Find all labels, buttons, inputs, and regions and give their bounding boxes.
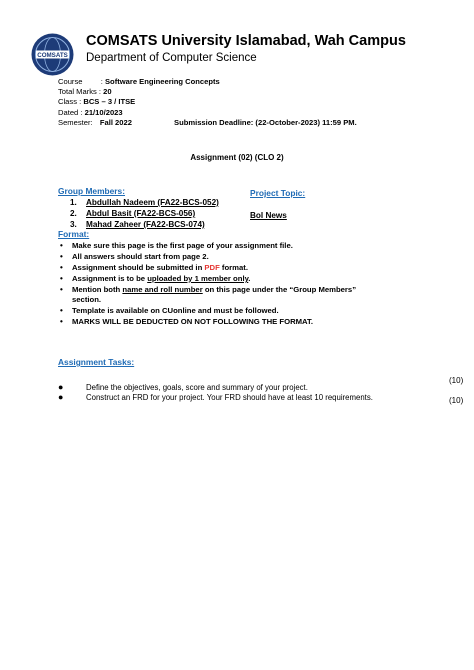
- member-name: Abdullah Nadeem (FA22-BCS-052): [86, 198, 219, 207]
- member-num: 3.: [70, 220, 77, 229]
- bullet-icon: •: [60, 252, 63, 261]
- bullet-icon: ●: [58, 392, 64, 402]
- format-item: • Assignment is to be uploaded by 1 member only.: [60, 274, 251, 283]
- bullet-icon: •: [60, 241, 63, 250]
- member-num: 1.: [70, 198, 77, 207]
- class-line: [58, 97, 135, 106]
- format-heading: Format:: [58, 229, 90, 239]
- member-num: 2.: [70, 209, 77, 218]
- group-members-heading: Group Members:: [58, 186, 126, 196]
- department-name: Department of Computer Science: [86, 52, 257, 64]
- bullet-icon: •: [60, 285, 63, 294]
- semester-value: Fall 2022: [99, 118, 132, 127]
- logo-text: COMSATS: [37, 52, 68, 59]
- member-item: [70, 209, 195, 218]
- project-topic-value: Bol News: [250, 211, 287, 220]
- bullet-icon: •: [60, 317, 63, 326]
- task-marks: (10): [449, 396, 464, 405]
- format-item: • All answers should start from page 2.: [60, 252, 209, 261]
- member-item: [70, 220, 205, 229]
- submission-deadline: Submission Deadline: (22-October-2023) 11:59 PM.: [174, 118, 357, 127]
- project-topic-heading: Project Topic:: [250, 188, 306, 198]
- task-item: ● Define the objectives, goals, score and summary of your project.: [58, 382, 308, 392]
- dated-value: 21/10/2023: [84, 108, 123, 117]
- bullet-icon: •: [60, 274, 63, 283]
- pdf-highlight: PDF: [204, 263, 220, 272]
- format-item-continuation: section.: [72, 295, 102, 304]
- total-marks-value: 20: [103, 87, 112, 96]
- class-value: BCS – 3 / ITSE: [83, 97, 136, 106]
- format-item: • Make sure this page is the first page of your assignment file.: [60, 241, 293, 250]
- class-label: Class :: [58, 97, 82, 106]
- semester-line: [58, 118, 132, 127]
- course-sep: :: [100, 77, 103, 86]
- total-marks-label: Total Marks :: [58, 87, 102, 96]
- format-item: • MARKS WILL BE DEDUCTED ON NOT FOLLOWING THE FORMAT.: [60, 317, 313, 326]
- dated-line: [58, 108, 123, 117]
- course-value: Software Engineering Concepts: [104, 77, 220, 86]
- format-item: • Template is available on CUonline and must be followed.: [60, 306, 279, 315]
- member-item: [70, 198, 219, 207]
- course-line: [58, 77, 220, 86]
- semester-label: Semester:: [58, 118, 93, 127]
- assignment-title: Assignment (02) (CLO 2): [190, 153, 284, 162]
- assignment-tasks-heading: Assignment Tasks:: [58, 357, 135, 367]
- university-title: COMSATS University Islamabad, Wah Campus: [86, 33, 406, 49]
- bullet-icon: •: [60, 306, 63, 315]
- course-label: Course: [58, 77, 83, 86]
- format-item: • Assignment should be submitted in PDF format.: [60, 263, 248, 272]
- member-name: Abdul Basit (FA22-BCS-056): [86, 209, 196, 218]
- task-item: ● Construct an FRD for your project. Your FRD should have at least 10 requirements.: [58, 392, 373, 402]
- task-marks: (10): [449, 376, 464, 385]
- member-name: Mahad Zaheer (FA22-BCS-074): [86, 220, 205, 229]
- bullet-icon: •: [60, 263, 63, 272]
- dated-label: Dated :: [58, 108, 83, 117]
- total-marks-line: [58, 87, 112, 96]
- bullet-icon: ●: [58, 382, 64, 392]
- format-item: • Mention both name and roll number on this page under the “Group Members”: [60, 285, 357, 294]
- comsats-logo: [31, 33, 74, 76]
